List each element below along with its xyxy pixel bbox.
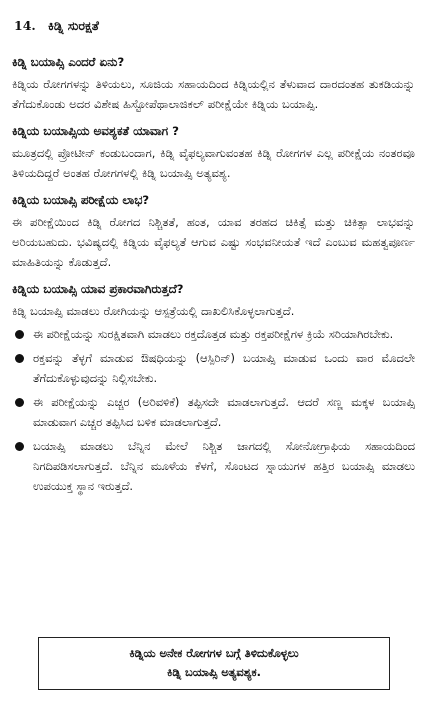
chapter-title: [12, 18, 415, 34]
section-what-is-biopsy: [12, 54, 415, 114]
section-body: ಕಿಡ್ನಿ ಬಯಾಪ್ಸಿ ಮಾಡಲು ರೋಗಿಯನ್ನು ಆಸ್ಪತ್ರೆಯಲ್ಲಿ ದಾಖಲಿಸಿಕೊಳ್ಳಲಾಗುತ್ತದೆ.: [12, 304, 295, 318]
bullet-icon: [15, 330, 24, 339]
key-message-box: [38, 637, 390, 690]
section-benefits: [12, 192, 415, 272]
bullet-text: ಬಯಾಪ್ಸಿ ಮಾಡಲು ಬೆನ್ನಿನ ಮೇಲೆ ನಿಶ್ಚಿತ ಜಾಗದಲ್ಲಿ ಸೋನೋಗ್ರಾಫಿಯ ಸಹಾಯದಿಂದ ನಿಗದಿಪಡಿಸಲಾಗುತ್ತದೆ. ಬೆನ್ನಿನ ಮೂಳೆಯ ಕೆಳಗೆ, ಸೊಂಟದ ಸ್ನಾಯುಗಳ ಹತ್ತಿರ ಬಯಾಪ್ಸಿ ಮಾಡಲು ಉಪಯುಕ್ತ ಸ್ಥಾನ ಇರುತ್ತದೆ.: [33, 439, 415, 493]
section-body: ಕಿಡ್ನಿಯ ರೋಗಗಳನ್ನು ತಿಳಿಯಲು, ಸೂಜಿಯ ಸಹಾಯದಿಂದ ಕಿಡ್ನಿಯಲ್ಲಿನ ತೆಳುವಾದ ದಾರದಂತಹ ತುಕಡಿಯನ್ನು ತೆಗೆದುಕೊಂಡು ಅದರ ವಿಶೇಷ ಹಿಸ್ಟೋಪೆಥಾಲಾಜಿಕಲ್ ಪರೀಕ್ಷೆಯೇ ಕಿಡ್ನಿಯ ಬಯಾಪ್ಸಿ.: [12, 77, 415, 111]
section-heading: ಕಿಡ್ನಿಯ ಬಯಾಪ್ಸಿಯ ಅವಶ್ಯಕತೆ ಯಾವಾಗ ?: [12, 124, 179, 138]
section-procedure: [12, 281, 415, 496]
key-message-line: ಕಿಡ್ನಿಯ ಅನೇಕ ರೋಗಗಳ ಬಗ್ಗೆ ತಿಳಿದುಕೊಳ್ಳಲು: [129, 646, 299, 660]
list-item: [12, 348, 415, 388]
key-message-line: ಕಿಡ್ನಿ ಬಯಾಪ್ಸಿ ಅತ್ಯವಶ್ಯಕ.: [167, 665, 261, 679]
document-page: [12, 18, 415, 500]
list-item: [12, 324, 415, 344]
bullet-text: ಈ ಪರೀಕ್ಷೆಯನ್ನು ಸುರಕ್ಷಿತವಾಗಿ ಮಾಡಲು ರಕ್ತದೊತ್ತಡ ಮತ್ತು ರಕ್ತಪರೀಕ್ಷೆಗಳ ಕ್ರಿಯೆ ಸರಿಯಾಗಿರಬೇಕು.: [33, 327, 394, 341]
section-heading: ಕಿಡ್ನಿಯ ಬಯಾಪ್ಸಿ ಪರೀಕ್ಷೆಯ ಲಾಭ?: [12, 193, 150, 207]
procedure-bullet-list: [12, 324, 415, 496]
section-body: ಮೂತ್ರದಲ್ಲಿ ಪ್ರೋಟೀನ್ ಕಂಡುಬಂದಾಗ, ಕಿಡ್ನಿ ವೈಫಲ್ಯವಾಗುವಂತಹ ಕಿಡ್ನಿ ರೋಗಗಳ ಎಲ್ಲ ಪರೀಕ್ಷೆಯ ನಂತರವೂ ತಿಳಿಯದಿದ್ದರೆ ಅಂತಹ ರೋಗಗಳಲ್ಲಿ ಕಿಡ್ನಿ ಬಯಾಪ್ಸಿ ಅತ್ಯವಶ್ಯ.: [12, 146, 415, 180]
section-heading: ಕಿಡ್ನಿ ಬಯಾಪ್ಸಿ ಎಂದರೆ ಏನು?: [12, 55, 125, 69]
chapter-title-text: ಕಿಡ್ನಿ ಸುರಕ್ಷತೆ: [48, 18, 99, 33]
bullet-icon: [15, 398, 24, 407]
section-when-needed: [12, 123, 415, 183]
list-item: [12, 436, 415, 496]
chapter-number: 14.: [14, 18, 36, 33]
bullet-icon: [15, 354, 24, 363]
bullet-text: ರಕ್ತವನ್ನು ತೆಳ್ಳಗೆ ಮಾಡುವ ಔಷಧಿಯನ್ನು (ಆಸ್ಪಿರಿನ್) ಬಯಾಪ್ಸಿ ಮಾಡುವ ಒಂದು ವಾರ ಮೊದಲೇ ತೆಗೆದುಕೊಳ್ಳುವುದನ್ನು ನಿಲ್ಲಿಸಬೇಕು.: [33, 351, 415, 385]
list-item: [12, 392, 415, 432]
bullet-text: ಈ ಪರೀಕ್ಷೆಯನ್ನು ಎಚ್ಚರ (ಅರಿವಳಿಕೆ) ತಪ್ಪಿಸದೇ ಮಾಡಲಾಗುತ್ತದೆ. ಆದರೆ ಸಣ್ಣ ಮಕ್ಕಳ ಬಯಾಪ್ಸಿ ಮಾಡುವಾಗ ಎಚ್ಚರ ತಪ್ಪಿಸಿದ ಬಳಿಕ ಮಾಡಲಾಗುತ್ತದೆ.: [33, 395, 415, 429]
section-heading: ಕಿಡ್ನಿಯ ಬಯಾಪ್ಸಿ ಯಾವ ಪ್ರಕಾರವಾಗಿರುತ್ತದೆ?: [12, 282, 184, 296]
section-body: ಈ ಪರೀಕ್ಷೆಯಿಂದ ಕಿಡ್ನಿ ರೋಗದ ನಿಶ್ಚಿತತೆ, ಹಂತ, ಯಾವ ತರಹದ ಚಿಕಿತ್ಸೆ ಮತ್ತು ಚಿಕಿತ್ಸಾ ಲಾಭವನ್ನು ಅರಿಯಬಹುದು. ಭವಿಷ್ಯದಲ್ಲಿ ಕಿಡ್ನಿಯ ವೈಫಲ್ಯತೆ ಆಗುವ ಎಷ್ಟು ಸಂಭವನೀಯತೆ ಇದೆ ಎಂಬುವ ಮಹತ್ವಪೂರ್ಣ ಮಾಹಿತಿಯನ್ನು ಕೊಡುತ್ತದೆ.: [12, 215, 415, 269]
bullet-icon: [15, 442, 24, 451]
